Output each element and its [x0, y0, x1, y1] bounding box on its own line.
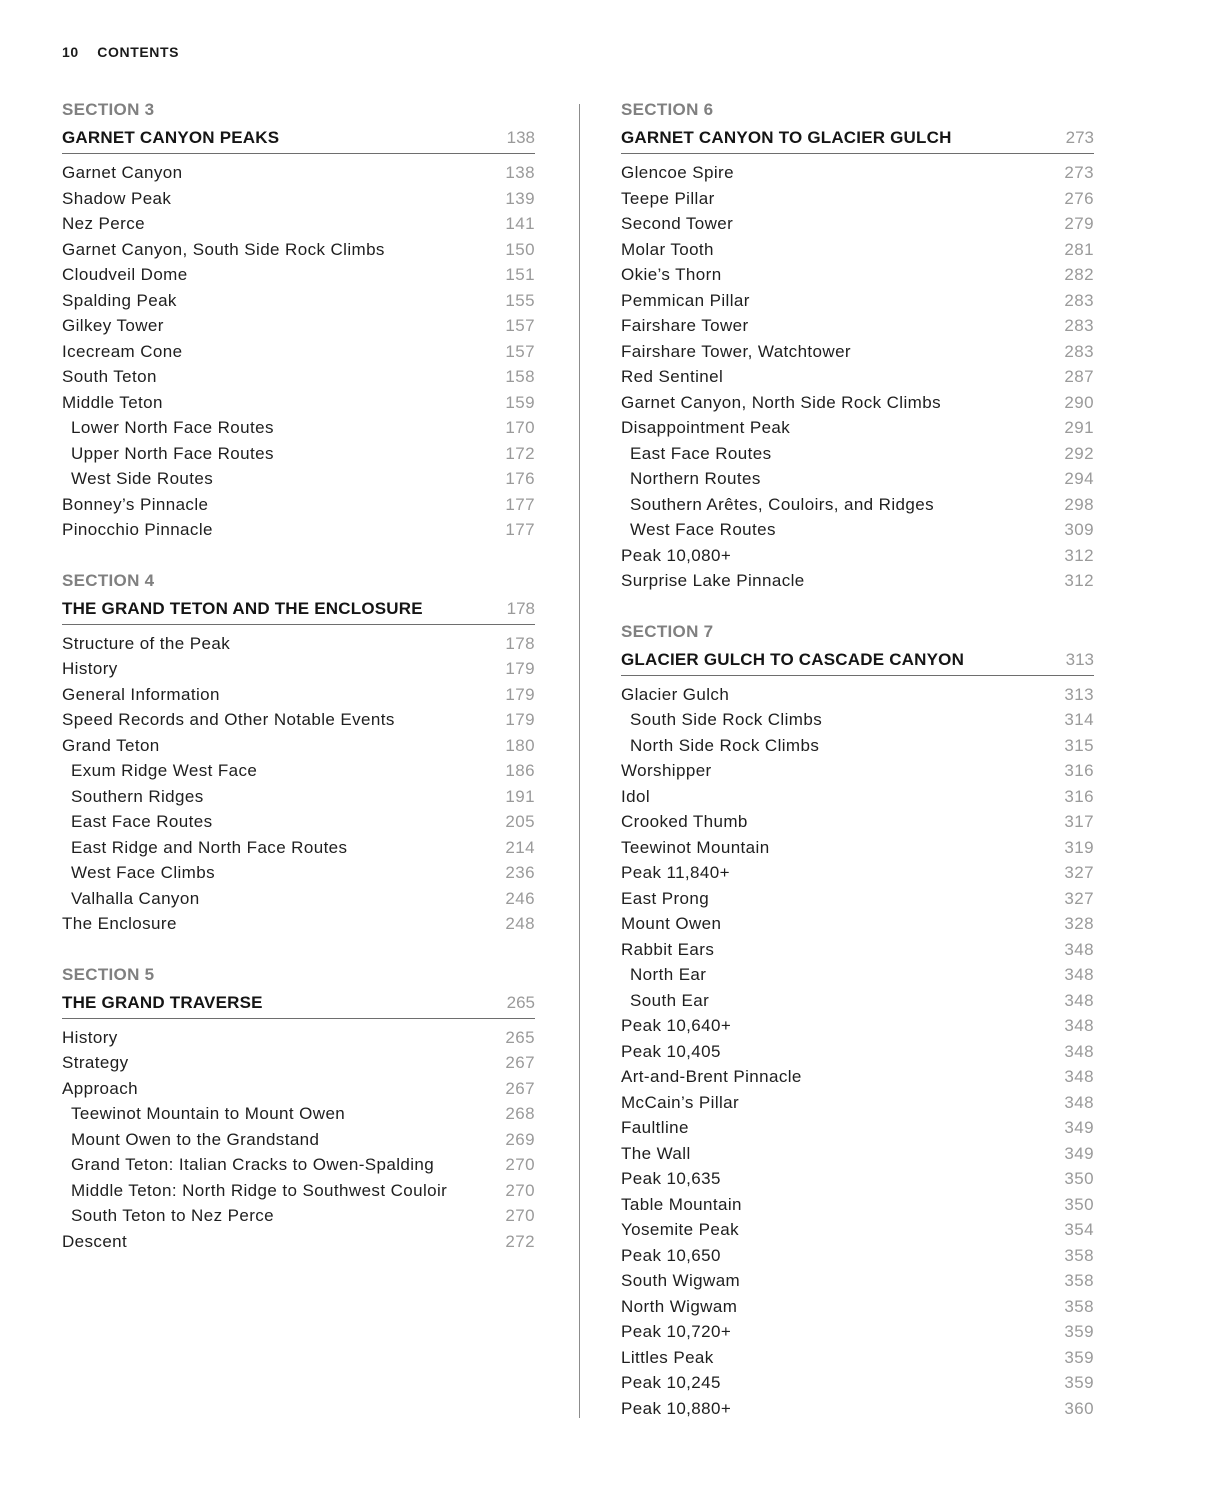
entry-page-number: 246: [505, 888, 535, 908]
entry-label: Littles Peak: [621, 1347, 714, 1367]
toc-entry: [621, 288, 1094, 314]
toc-entry: [62, 682, 535, 708]
entry-label: Fairshare Tower: [621, 316, 749, 335]
toc-subentry: [621, 733, 1094, 759]
entry-label: East Ridge and North Face Routes: [71, 837, 348, 857]
entry-page-number: 150: [505, 239, 535, 259]
entry-page-number: 267: [505, 1053, 535, 1072]
entry-label: Surprise Lake Pinnacle: [621, 571, 805, 590]
entry-label: Faultline: [621, 1118, 689, 1137]
toc-entry: [621, 758, 1094, 784]
entry-label: Teewinot Mountain to Mount Owen: [71, 1104, 346, 1123]
toc-entry: [62, 517, 535, 543]
entry-label: South Ear: [630, 990, 710, 1010]
entry-label: Peak 10,720+: [621, 1322, 732, 1341]
entry-page-number: 159: [505, 392, 535, 412]
entry-page-number: 270: [505, 1180, 535, 1200]
entry-page-number: 283: [1064, 341, 1094, 361]
entry-page-number: 180: [505, 735, 535, 755]
entry-label: General Information: [62, 684, 220, 704]
entry-label: Teewinot Mountain: [621, 837, 770, 857]
entry-page-number: 309: [1064, 520, 1094, 539]
entry-page-number: 276: [1064, 188, 1094, 208]
entry-label: Peak 10,880+: [621, 1398, 732, 1418]
entry-page-number: 316: [1064, 786, 1094, 806]
entry-label: Approach: [62, 1078, 138, 1098]
toc-entry: [621, 313, 1094, 339]
entry-page-number: 359: [1064, 1347, 1094, 1367]
toc-entry: [62, 1025, 535, 1051]
toc-entry: [621, 835, 1094, 861]
entry-label: North Ear: [630, 965, 707, 984]
toc-subentry: [62, 758, 535, 784]
toc-subentry: [62, 860, 535, 886]
entry-label: North Side Rock Climbs: [630, 735, 820, 755]
entry-page-number: 358: [1064, 1271, 1094, 1290]
entry-label: Peak 10,245: [621, 1373, 721, 1392]
entry-page-number: 179: [505, 659, 535, 678]
entry-label: Northern Routes: [630, 469, 761, 488]
entry-label: North Wigwam: [621, 1296, 738, 1316]
section-number: SECTION 7: [621, 621, 714, 641]
toc-subentry: [62, 1127, 535, 1153]
entry-label: The Wall: [621, 1143, 691, 1163]
entry-label: Peak 10,650: [621, 1245, 721, 1265]
entry-page-number: 158: [505, 367, 535, 386]
toc-entry: [621, 1013, 1094, 1039]
entry-page-number: 186: [505, 761, 535, 780]
toc-entry: [621, 937, 1094, 963]
section-title: GLACIER GULCH TO CASCADE CANYON: [621, 649, 965, 669]
entry-page-number: 139: [505, 188, 535, 208]
entry-label: East Prong: [621, 888, 710, 908]
section-page-number: 178: [506, 598, 535, 618]
entry-label: Mount Owen to the Grandstand: [71, 1129, 320, 1149]
entry-label: Second Tower: [621, 214, 734, 233]
entry-page-number: 270: [505, 1155, 535, 1174]
toc-entry: [621, 1396, 1094, 1422]
toc-entry: [621, 211, 1094, 237]
entry-label: Mount Owen: [621, 914, 722, 933]
entry-label: Descent: [62, 1231, 128, 1251]
entry-page-number: 317: [1064, 812, 1094, 831]
entry-page-number: 272: [505, 1231, 535, 1251]
entry-page-number: 155: [505, 290, 535, 310]
section-heading: [62, 592, 535, 625]
entry-label: West Face Routes: [630, 520, 776, 539]
section-title: THE GRAND TETON AND THE ENCLOSURE: [62, 598, 423, 618]
entry-page-number: 313: [1064, 684, 1094, 704]
toc-entry: [621, 1141, 1094, 1167]
entry-page-number: 359: [1064, 1322, 1094, 1341]
toc-entry: [621, 809, 1094, 835]
entry-label: Crooked Thumb: [621, 812, 748, 831]
toc-column-right: [621, 99, 1094, 1448]
entry-label: Bonney’s Pinnacle: [62, 494, 209, 514]
toc-subentry: [62, 784, 535, 810]
toc-entry: [62, 364, 535, 390]
toc-subentry: [62, 466, 535, 492]
entry-label: South Teton: [62, 367, 157, 386]
entry-label: Strategy: [62, 1053, 129, 1072]
entry-label: Idol: [621, 786, 651, 806]
toc-subentry: [62, 1203, 535, 1229]
toc-column-left: [62, 99, 535, 1281]
section-page-number: 313: [1065, 649, 1094, 669]
entry-page-number: 349: [1064, 1118, 1094, 1137]
entry-label: Peak 10,640+: [621, 1016, 732, 1035]
section-page-number: 138: [506, 128, 535, 147]
entry-label: Gilkey Tower: [62, 316, 164, 335]
entry-page-number: 292: [1064, 443, 1094, 463]
toc-entry: [62, 160, 535, 186]
entry-page-number: 348: [1064, 990, 1094, 1010]
entry-page-number: 179: [505, 684, 535, 704]
entry-label: Speed Records and Other Notable Events: [62, 710, 395, 729]
entry-label: History: [62, 1027, 118, 1047]
entry-label: Art-and-Brent Pinnacle: [621, 1067, 802, 1086]
toc-entry: [62, 313, 535, 339]
toc-entry: [62, 631, 535, 657]
toc-entry: [621, 339, 1094, 365]
toc-entry: [621, 1294, 1094, 1320]
toc-subentry: [62, 886, 535, 912]
entry-label: Fairshare Tower, Watchtower: [621, 341, 851, 361]
toc-subentry: [621, 988, 1094, 1014]
entry-page-number: 268: [505, 1104, 535, 1123]
section-heading: [62, 986, 535, 1019]
entry-page-number: 327: [1064, 863, 1094, 882]
toc-subentry: [621, 517, 1094, 543]
toc-entry: [621, 1217, 1094, 1243]
toc-entry: [621, 1370, 1094, 1396]
toc-subentry: [62, 1101, 535, 1127]
entry-page-number: 348: [1064, 1016, 1094, 1035]
entry-page-number: 312: [1064, 545, 1094, 565]
entry-page-number: 349: [1064, 1143, 1094, 1163]
entry-page-number: 269: [505, 1129, 535, 1149]
entry-label: Peak 10,635: [621, 1169, 721, 1188]
toc-entry: [621, 390, 1094, 416]
entry-label: McCain’s Pillar: [621, 1092, 740, 1112]
entry-label: South Side Rock Climbs: [630, 710, 823, 729]
entry-label: Spalding Peak: [62, 290, 177, 310]
entry-label: Garnet Canyon, North Side Rock Climbs: [621, 392, 941, 412]
entry-page-number: 348: [1064, 1092, 1094, 1112]
entry-page-number: 141: [505, 214, 535, 233]
toc-entry: [621, 1115, 1094, 1141]
entry-label: Garnet Canyon: [62, 163, 183, 182]
entry-page-number: 270: [505, 1206, 535, 1225]
toc-subentry: [62, 441, 535, 467]
page-number: 10: [62, 44, 79, 60]
toc-entry: [62, 262, 535, 288]
toc-subentry: [62, 809, 535, 835]
toc-entry: [621, 1166, 1094, 1192]
entry-label: West Face Climbs: [71, 863, 216, 882]
toc-entry: [621, 1268, 1094, 1294]
toc-entry: [62, 656, 535, 682]
toc-subentry: [62, 835, 535, 861]
toc-subentry: [621, 707, 1094, 733]
entry-page-number: 176: [505, 469, 535, 488]
entry-label: Glencoe Spire: [621, 163, 734, 182]
running-head: [62, 44, 179, 60]
toc-entry: [62, 733, 535, 759]
entry-page-number: 283: [1064, 316, 1094, 335]
entry-page-number: 290: [1064, 392, 1094, 412]
entry-label: Peak 11,840+: [621, 863, 730, 882]
section-number: SECTION 6: [621, 100, 714, 119]
section-heading: [621, 121, 1094, 154]
entry-page-number: 350: [1064, 1169, 1094, 1188]
entry-label: Exum Ridge West Face: [71, 761, 258, 780]
entry-page-number: 312: [1064, 571, 1094, 590]
entry-label: Molar Tooth: [621, 239, 714, 259]
entry-page-number: 172: [505, 443, 535, 463]
entry-label: Southern Ridges: [71, 786, 204, 806]
entry-page-number: 283: [1064, 290, 1094, 310]
toc-subentry: [621, 441, 1094, 467]
toc-entry: [621, 886, 1094, 912]
entry-page-number: 191: [505, 786, 535, 806]
toc-section: [621, 621, 1094, 1422]
entry-label: Pemmican Pillar: [621, 290, 750, 310]
toc-entry: [621, 568, 1094, 594]
entry-label: Glacier Gulch: [621, 684, 730, 704]
section-page-number: 265: [506, 992, 535, 1012]
entry-page-number: 348: [1064, 1067, 1094, 1086]
toc-entry: [621, 543, 1094, 569]
toc-section: [62, 99, 535, 543]
toc-entry: [62, 492, 535, 518]
entry-page-number: 282: [1064, 265, 1094, 284]
page-title: CONTENTS: [97, 44, 180, 60]
entry-label: South Teton to Nez Perce: [71, 1206, 275, 1225]
entry-label: Southern Arêtes, Couloirs, and Ridges: [630, 494, 934, 514]
toc-entry: [62, 339, 535, 365]
entry-label: Peak 10,080+: [621, 545, 732, 565]
toc-entry: [62, 288, 535, 314]
toc-entry: [621, 1192, 1094, 1218]
entry-label: Okie’s Thorn: [621, 265, 722, 284]
toc-entry: [62, 1050, 535, 1076]
entry-page-number: 350: [1064, 1194, 1094, 1214]
entry-label: Structure of the Peak: [62, 633, 231, 653]
toc-entry: [62, 390, 535, 416]
toc-entry: [62, 911, 535, 937]
entry-label: Worshipper: [621, 761, 712, 780]
toc-entry: [621, 1243, 1094, 1269]
toc-entry: [62, 1229, 535, 1255]
entry-page-number: 354: [1064, 1220, 1094, 1239]
section-page-number: 273: [1065, 128, 1094, 147]
entry-page-number: 273: [1064, 163, 1094, 182]
toc-entry: [62, 1076, 535, 1102]
toc-entry: [621, 784, 1094, 810]
section-number: SECTION 4: [62, 570, 155, 590]
toc-entry: [621, 186, 1094, 212]
toc-entry: [62, 707, 535, 733]
entry-page-number: 316: [1064, 761, 1094, 780]
toc-subentry: [62, 415, 535, 441]
entry-label: Peak 10,405: [621, 1041, 721, 1061]
entry-label: East Face Routes: [71, 812, 213, 831]
toc-subentry: [621, 492, 1094, 518]
entry-page-number: 294: [1064, 469, 1094, 488]
toc-entry: [621, 682, 1094, 708]
entry-page-number: 359: [1064, 1373, 1094, 1392]
toc-entry: [621, 1064, 1094, 1090]
entry-page-number: 287: [1064, 367, 1094, 386]
entry-page-number: 170: [505, 418, 535, 437]
toc-subentry: [621, 466, 1094, 492]
entry-page-number: 267: [505, 1078, 535, 1098]
entry-page-number: 348: [1064, 1041, 1094, 1061]
toc-section: [62, 570, 535, 937]
entry-page-number: 360: [1064, 1398, 1094, 1418]
entry-page-number: 327: [1064, 888, 1094, 908]
toc-entry: [621, 1039, 1094, 1065]
entry-page-number: 358: [1064, 1296, 1094, 1316]
entry-label: Grand Teton: Italian Cracks to Owen-Spalding: [71, 1155, 435, 1174]
entry-label: Rabbit Ears: [621, 939, 715, 959]
entry-page-number: 358: [1064, 1245, 1094, 1265]
entry-page-number: 298: [1064, 494, 1094, 514]
entry-label: Teepe Pillar: [621, 188, 715, 208]
entry-page-number: 157: [505, 316, 535, 335]
entry-label: History: [62, 659, 118, 678]
entry-page-number: 138: [505, 163, 535, 182]
toc-entry: [621, 160, 1094, 186]
toc-entry: [621, 364, 1094, 390]
section-heading: [621, 643, 1094, 676]
toc-subentry: [62, 1178, 535, 1204]
toc-entry: [62, 211, 535, 237]
section-number: SECTION 5: [62, 964, 155, 984]
entry-label: Middle Teton: [62, 392, 163, 412]
toc-entry: [621, 860, 1094, 886]
entry-page-number: 265: [505, 1027, 535, 1047]
entry-label: Upper North Face Routes: [71, 443, 274, 463]
entry-page-number: 205: [505, 812, 535, 831]
toc-subentry: [62, 1152, 535, 1178]
toc-entry: [62, 186, 535, 212]
entry-page-number: 157: [505, 341, 535, 361]
entry-page-number: 179: [505, 710, 535, 729]
entry-label: Lower North Face Routes: [71, 418, 274, 437]
entry-label: The Enclosure: [62, 914, 177, 933]
entry-label: South Wigwam: [621, 1271, 741, 1290]
entry-label: Pinocchio Pinnacle: [62, 520, 213, 539]
entry-label: Table Mountain: [621, 1194, 742, 1214]
section-number: SECTION 3: [62, 100, 155, 119]
column-divider: [579, 104, 580, 1418]
entry-page-number: 328: [1064, 914, 1094, 933]
section-title: GARNET CANYON TO GLACIER GULCH: [621, 128, 952, 147]
toc-subentry: [621, 962, 1094, 988]
entry-page-number: 281: [1064, 239, 1094, 259]
entry-label: Shadow Peak: [62, 188, 172, 208]
entry-label: Icecream Cone: [62, 341, 183, 361]
entry-label: Red Sentinel: [621, 367, 724, 386]
section-title: THE GRAND TRAVERSE: [62, 992, 263, 1012]
entry-page-number: 151: [505, 265, 535, 284]
section-heading: [62, 121, 535, 154]
entry-label: Middle Teton: North Ridge to Southwest Couloir: [71, 1180, 448, 1200]
toc-section: [621, 99, 1094, 594]
section-title: GARNET CANYON PEAKS: [62, 128, 280, 147]
entry-page-number: 178: [505, 633, 535, 653]
toc-entry: [621, 911, 1094, 937]
entry-label: Garnet Canyon, South Side Rock Climbs: [62, 239, 385, 259]
entry-page-number: 177: [505, 520, 535, 539]
entry-label: West Side Routes: [71, 469, 214, 488]
entry-label: Nez Perce: [62, 214, 145, 233]
entry-page-number: 248: [505, 914, 535, 933]
entry-label: Valhalla Canyon: [71, 888, 200, 908]
entry-label: Cloudveil Dome: [62, 265, 188, 284]
toc-entry: [621, 262, 1094, 288]
entry-label: Grand Teton: [62, 735, 160, 755]
entry-label: East Face Routes: [630, 443, 772, 463]
entry-page-number: 348: [1064, 939, 1094, 959]
entry-page-number: 279: [1064, 214, 1094, 233]
entry-page-number: 314: [1064, 710, 1094, 729]
toc-entry: [621, 1319, 1094, 1345]
entry-page-number: 177: [505, 494, 535, 514]
entry-page-number: 315: [1064, 735, 1094, 755]
toc-entry: [621, 1345, 1094, 1371]
entry-page-number: 236: [505, 863, 535, 882]
entry-page-number: 319: [1064, 837, 1094, 857]
entry-label: Disappointment Peak: [621, 418, 791, 437]
toc-entry: [62, 237, 535, 263]
toc-entry: [621, 237, 1094, 263]
entry-page-number: 214: [505, 837, 535, 857]
toc-entry: [621, 1090, 1094, 1116]
entry-label: Yosemite Peak: [621, 1220, 739, 1239]
toc-entry: [621, 415, 1094, 441]
entry-page-number: 348: [1064, 965, 1094, 984]
entry-page-number: 291: [1064, 418, 1094, 437]
toc-section: [62, 964, 535, 1255]
